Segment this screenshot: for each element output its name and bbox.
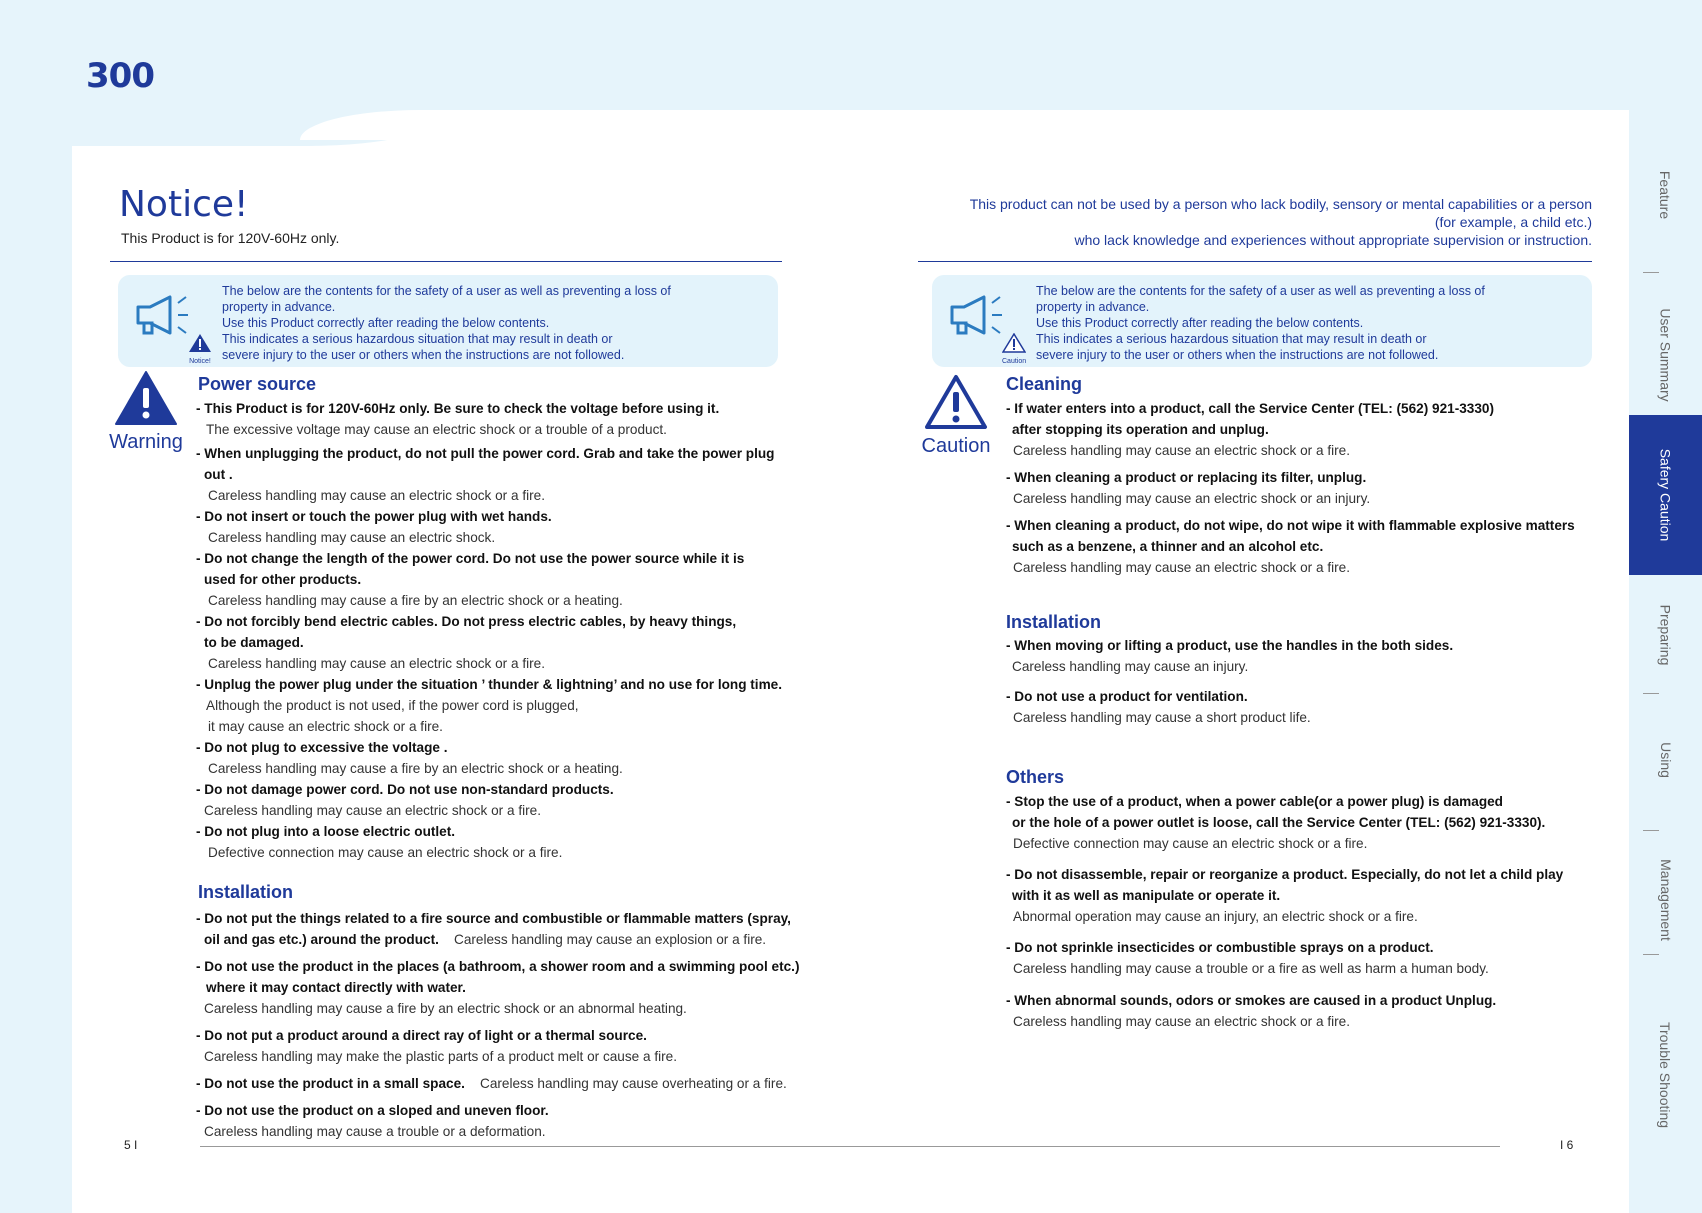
right-divider <box>918 261 1592 262</box>
info-line: The below are the contents for the safety of a user as well as preventing a loss of <box>1036 284 1485 298</box>
item-note: Careless handling may cause a trouble or a deformation. <box>204 1124 546 1139</box>
item-heading: - Do not plug to excessive the voltage . <box>196 740 448 755</box>
right-intro-line: who lack knowledge and experiences without appropriate supervision or instruction. <box>1074 232 1592 248</box>
nav-separator <box>1643 830 1659 831</box>
sheet-tab-shape-2 <box>300 110 1630 140</box>
nav-label: Using <box>1657 742 1674 778</box>
item-note: Careless handling may cause a fire by an electric shock or a heating. <box>208 593 623 608</box>
nav-user-summary[interactable] <box>1629 290 1702 420</box>
model-number: 300 <box>86 56 154 96</box>
item-heading: - Do not use the product in a small space. <box>196 1076 465 1091</box>
item-note: Although the product is not used, if the power cord is plugged, <box>206 698 579 713</box>
item-note: Careless handling may cause a fire by an electric shock or a heating. <box>208 761 623 776</box>
power-source-title: Power source <box>198 374 317 394</box>
cleaning-title: Cleaning <box>1006 374 1083 394</box>
cleaning-item-2 <box>1006 467 1370 509</box>
nav-trouble-shooting[interactable] <box>1629 1010 1702 1140</box>
install-item-5 <box>196 1100 549 1142</box>
item-heading: - Do not put a product around a direct ray of light or a thermal source. <box>196 1028 647 1043</box>
item-heading: - Do not plug into a loose electric outlet. <box>196 824 456 839</box>
installation-right-title: Installation <box>1006 612 1102 632</box>
mini-label: Caution <box>1002 358 1027 365</box>
item-note: Careless handling may make the plastic parts of a product melt or cause a fire. <box>204 1049 677 1064</box>
caution-triangle-icon <box>1002 333 1026 353</box>
right-intro-line: (for example, a child etc.) <box>1434 214 1592 230</box>
info-line: This indicates a serious hazardous situation that may result in death or <box>222 332 613 346</box>
install-item-3 <box>196 1025 677 1067</box>
others-item-4 <box>1006 990 1496 1032</box>
item-heading: - When cleaning a product, do not wipe, do not wipe it with flammable explosive matters <box>1006 518 1575 533</box>
nav-label: Preparing <box>1657 604 1674 666</box>
item-note: Abnormal operation may cause an injury, an electric shock or a fire. <box>1013 909 1418 924</box>
nav-label: User Summary <box>1657 308 1674 402</box>
install-right-item-1 <box>1006 635 1453 677</box>
item-heading-cont: used for other products. <box>204 572 362 587</box>
cleaning-item-3 <box>1006 515 1575 578</box>
item-heading: - When moving or lifting a product, use the handles in the both sides. <box>1006 638 1454 653</box>
warning-label: Warning <box>109 431 183 453</box>
power-item-7 <box>196 737 623 779</box>
mini-label: Notice! <box>189 358 211 365</box>
warning-symbol <box>104 370 188 454</box>
item-heading: - Do not disassemble, repair or reorganize a product. Especially, do not let a child play <box>1006 867 1564 882</box>
cleaning-item-1 <box>1006 398 1494 461</box>
info-line: property in advance. <box>1036 300 1150 314</box>
caution-triangle-icon <box>924 374 988 430</box>
notice-subtitle: This Product is for 120V-60Hz only. <box>121 230 340 246</box>
nav-label: Trouble Shooting <box>1657 1021 1674 1129</box>
item-note: Careless handling may cause an electric shock or an injury. <box>1013 491 1371 506</box>
item-note: Careless handling may cause a trouble or a fire as well as harm a human body. <box>1013 961 1489 976</box>
caution-label: Caution <box>921 435 991 457</box>
others-item-3 <box>1006 937 1489 979</box>
nav-label: Safery Caution <box>1657 448 1674 542</box>
power-item-3 <box>196 506 552 548</box>
nav-using[interactable] <box>1629 720 1702 800</box>
nav-management[interactable] <box>1629 845 1702 955</box>
item-heading-cont: or the hole of a power outlet is loose, call the Service Center (TEL: (562) 921-3330). <box>1012 815 1546 830</box>
item-note: Careless handling may cause an electric shock or a fire. <box>208 656 545 671</box>
item-heading: - When abnormal sounds, odors or smokes are caused in a product Unplug. <box>1006 993 1497 1008</box>
item-note: Defective connection may cause an electric shock or a fire. <box>1013 836 1368 851</box>
info-box-left <box>118 275 778 367</box>
page-number-right: I 6 <box>1560 1138 1574 1152</box>
power-item-2 <box>196 443 774 506</box>
item-heading: - This Product is for 120V-60Hz only. Be sure to check the voltage before using it. <box>196 401 720 416</box>
item-heading-cont: such as a benzene, a thinner and an alcohol etc. <box>1012 539 1324 554</box>
item-heading: - Stop the use of a product, when a power cable(or a power plug) is damaged <box>1006 794 1503 809</box>
power-item-9 <box>196 821 562 863</box>
item-note: Defective connection may cause an electric shock or a fire. <box>208 845 563 860</box>
item-note: Careless handling may cause an electric shock or a fire. <box>1013 560 1350 575</box>
item-note: Careless handling may cause an electric shock or a fire. <box>1013 1014 1350 1029</box>
right-intro <box>920 195 1592 249</box>
item-heading: - Do not use the product on a sloped and uneven floor. <box>196 1103 549 1118</box>
others-title: Others <box>1006 767 1065 787</box>
item-heading-cont: out . <box>204 467 233 482</box>
nav-label: Feature <box>1657 170 1674 220</box>
item-heading-cont: with it as well as manipulate or operate it. <box>1012 888 1281 903</box>
item-heading: - When cleaning a product or replacing its filter, unplug. <box>1006 470 1367 485</box>
install-item-4 <box>196 1073 787 1094</box>
warning-triangle-icon <box>188 333 212 353</box>
power-item-8 <box>196 779 614 821</box>
item-note: Careless handling may cause an electric shock. <box>208 530 496 545</box>
item-heading: - Do not use a product for ventilation. <box>1006 689 1248 704</box>
notice-mini-badge <box>188 333 212 365</box>
info-line: The below are the contents for the safety of a user as well as preventing a loss of <box>222 284 671 298</box>
nav-safety-caution[interactable] <box>1629 415 1702 575</box>
others-item-1 <box>1006 791 1545 854</box>
info-line: severe injury to the user or others when the instructions are not followed. <box>222 348 625 362</box>
warning-triangle-icon <box>114 370 178 426</box>
info-box-right <box>932 275 1592 367</box>
info-line: property in advance. <box>222 300 336 314</box>
power-item-6 <box>196 674 782 737</box>
item-note: Careless handling may cause a fire by an electric shock or an abnormal heating. <box>204 1001 687 1016</box>
nav-label: Management <box>1657 859 1674 941</box>
item-heading: - Do not damage power cord. Do not use non-standard products. <box>196 782 614 797</box>
item-heading: - When unplugging the product, do not pull the power cord. Grab and take the power plug <box>196 446 775 461</box>
item-note: Careless handling may cause an electric shock or a fire. <box>208 488 545 503</box>
page-number-left: 5 I <box>124 1138 138 1152</box>
item-note: Careless handling may cause a short product life. <box>1013 710 1311 725</box>
item-heading-cont: after stopping its operation and unplug. <box>1012 422 1269 437</box>
item-heading-cont: oil and gas etc.) around the product. <box>204 932 439 947</box>
item-note: Careless handling may cause an electric shock or a fire. <box>1013 443 1350 458</box>
item-heading-cont: where it may contact directly with water. <box>206 980 466 995</box>
info-line: This indicates a serious hazardous situation that may result in death or <box>1036 332 1427 346</box>
item-note: Careless handling may cause an injury. <box>1012 659 1249 674</box>
item-note: Careless handling may cause an electric shock or a fire. <box>204 803 541 818</box>
footer-divider <box>200 1146 1500 1147</box>
install-item-2 <box>196 956 799 1019</box>
item-heading-cont: to be damaged. <box>204 635 304 650</box>
notice-title: Notice! <box>119 184 249 225</box>
nav-separator <box>1643 272 1659 273</box>
nav-separator <box>1643 693 1659 694</box>
item-heading: - Do not forcibly bend electric cables. Do not press electric cables, by heavy things, <box>196 614 737 629</box>
power-item-4 <box>196 548 744 611</box>
others-item-2 <box>1006 864 1563 927</box>
info-box-text <box>1036 283 1485 363</box>
nav-separator <box>1643 954 1659 955</box>
info-line: severe injury to the user or others when the instructions are not followed. <box>1036 348 1439 362</box>
item-heading: - Do not put the things related to a fire source and combustible or flammable matters (spray, <box>196 911 791 926</box>
installation-left-title: Installation <box>198 882 294 902</box>
info-line: Use this Product correctly after reading the below contents. <box>222 316 550 330</box>
megaphone-icon <box>134 293 194 342</box>
item-note: Careless handling may cause overheating or a fire. <box>480 1076 787 1091</box>
item-heading: - Do not insert or touch the power plug with wet hands. <box>196 509 552 524</box>
caution-mini-badge <box>1002 333 1026 365</box>
item-heading: - Do not change the length of the power cord. Do not use the power source while it is <box>196 551 745 566</box>
megaphone-icon <box>948 293 1008 342</box>
right-intro-line: This product can not be used by a person who lack bodily, sensory or mental capabilities or a person <box>969 196 1592 212</box>
item-note: The excessive voltage may cause an electric shock or a trouble of a product. <box>206 422 667 437</box>
power-item-1 <box>196 398 719 440</box>
info-box-text <box>222 283 671 363</box>
item-note: it may cause an electric shock or a fire. <box>208 719 443 734</box>
item-heading: - If water enters into a product, call the Service Center (TEL: (562) 921-3330) <box>1006 401 1495 416</box>
item-note: Careless handling may cause an explosion or a fire. <box>454 932 767 947</box>
item-heading: - Do not sprinkle insecticides or combustible sprays on a product. <box>1006 940 1434 955</box>
info-line: Use this Product correctly after reading the below contents. <box>1036 316 1364 330</box>
power-item-5 <box>196 611 736 674</box>
left-divider <box>110 261 782 262</box>
install-right-item-2 <box>1006 686 1311 728</box>
nav-feature[interactable] <box>1629 150 1702 240</box>
item-heading: - Unplug the power plug under the situation ’ thunder & lightning’ and no use for long time. <box>196 677 783 692</box>
item-heading: - Do not use the product in the places (a bathroom, a shower room and a swimming pool etc.) <box>196 959 800 974</box>
install-item-1 <box>196 908 791 950</box>
caution-symbol <box>914 374 998 458</box>
nav-preparing[interactable] <box>1629 590 1702 680</box>
